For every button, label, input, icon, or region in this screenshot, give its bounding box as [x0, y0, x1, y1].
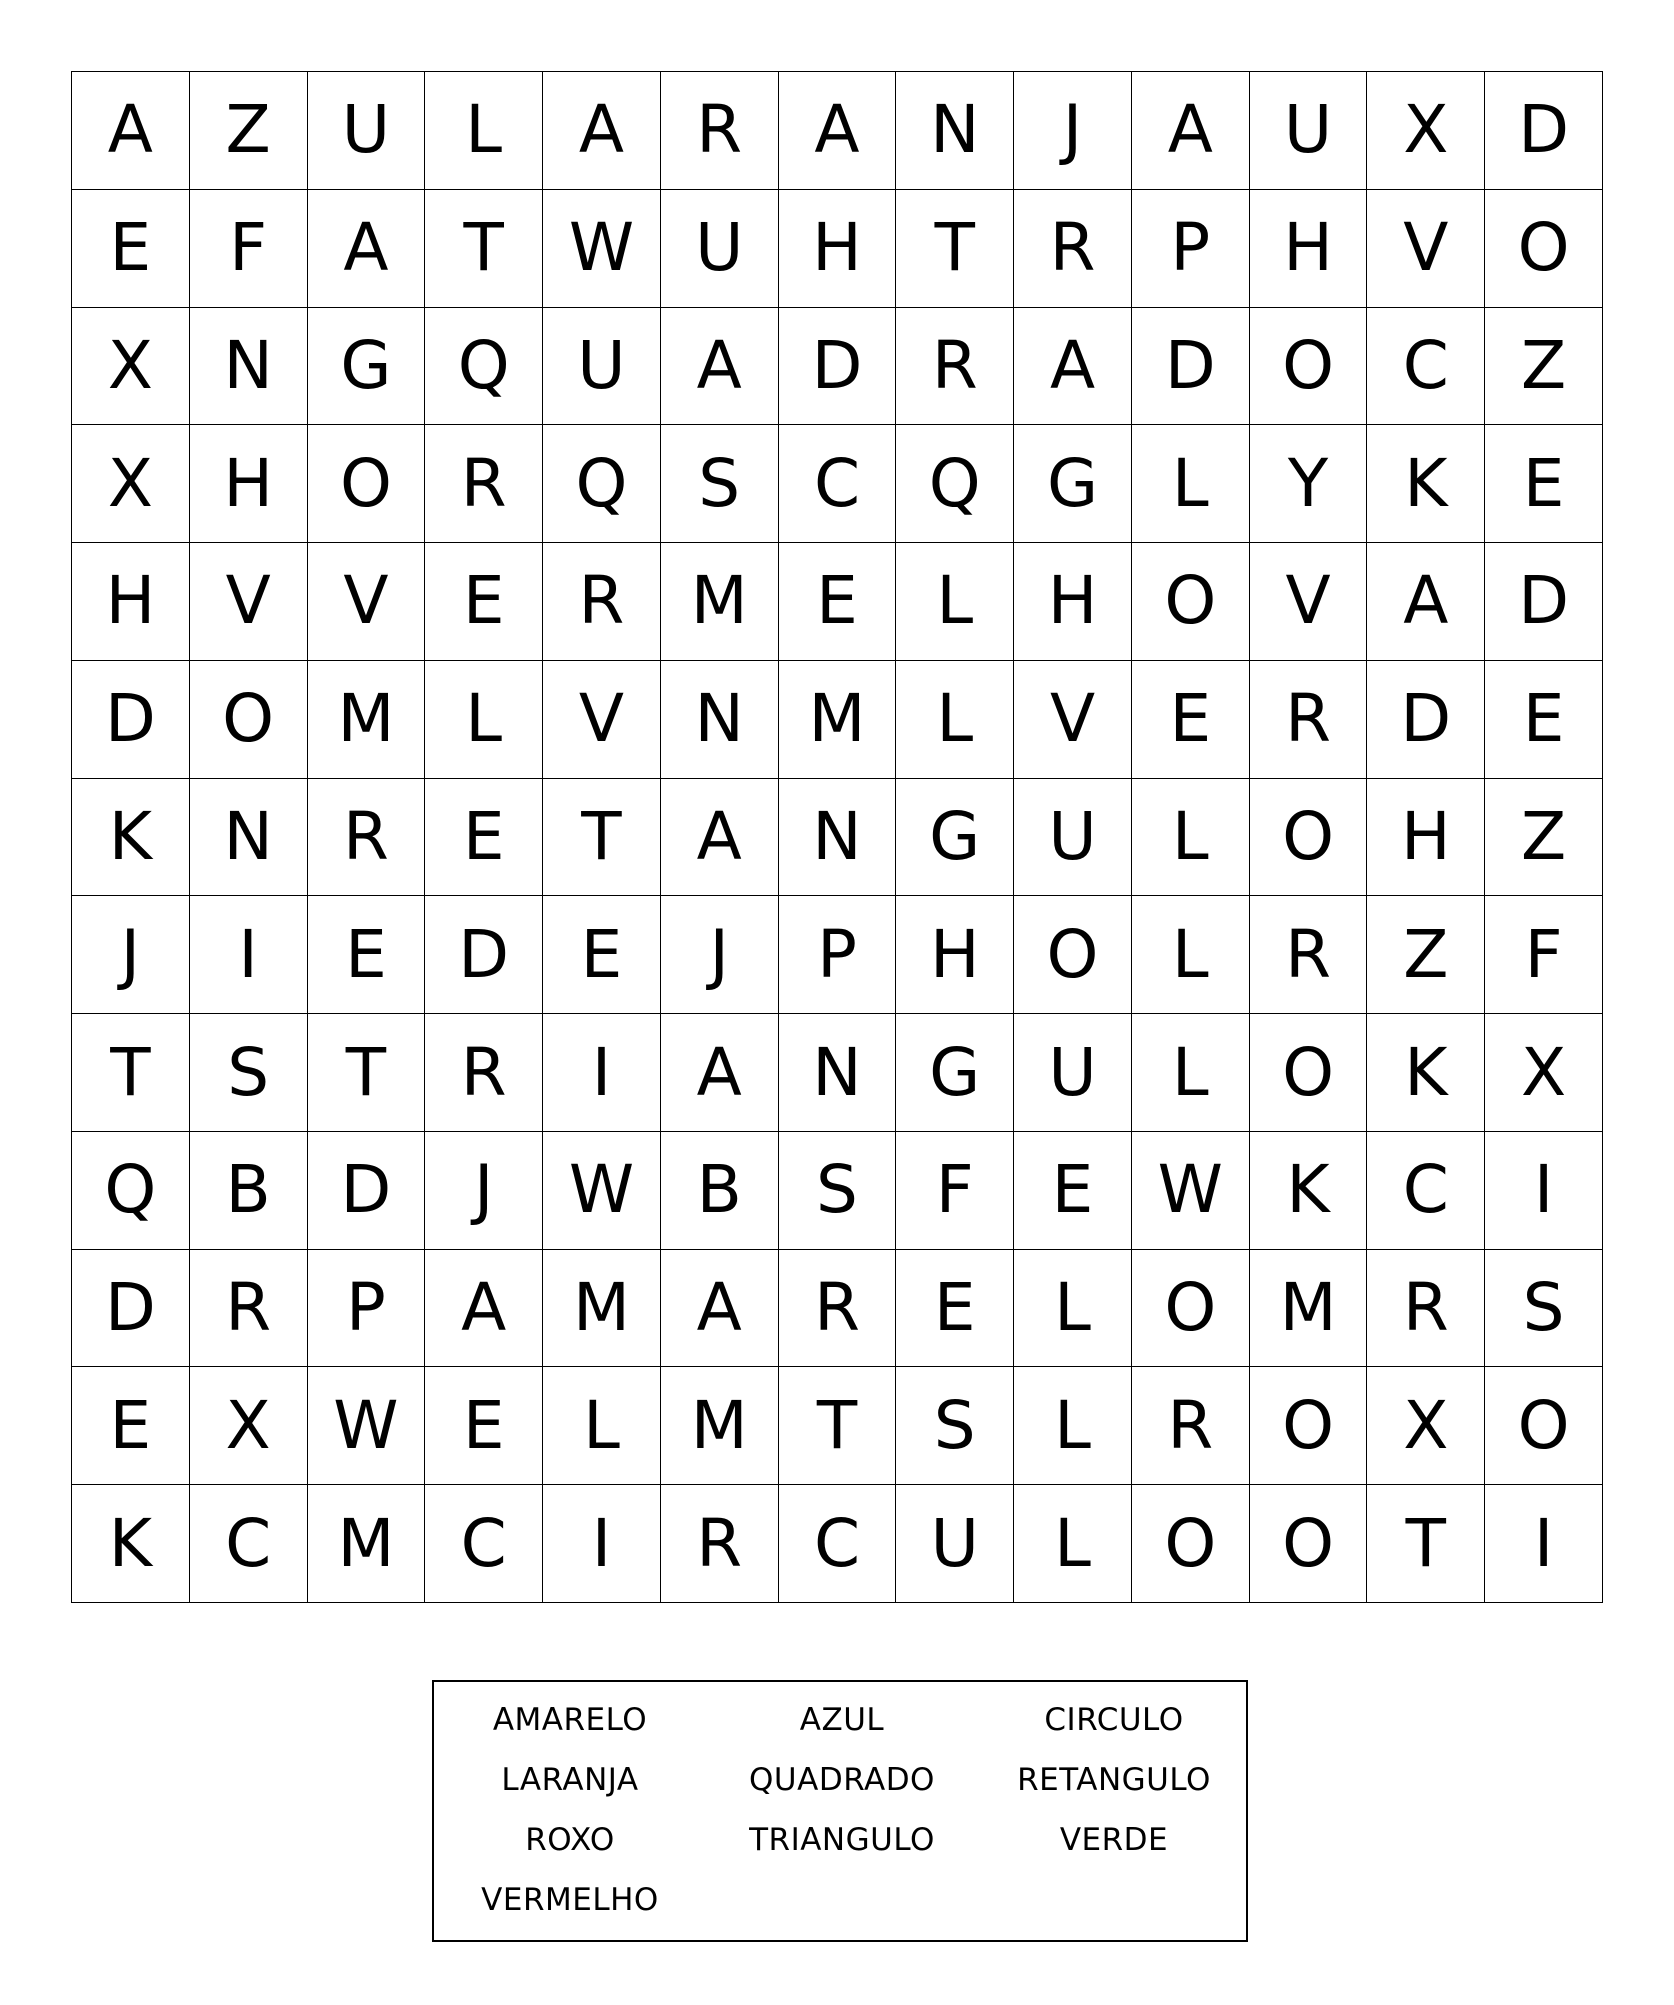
grid-cell[interactable]: V — [543, 661, 661, 779]
word-list-item: VERMELHO — [481, 1881, 659, 1918]
grid-cell[interactable]: X — [72, 308, 190, 426]
grid-cell[interactable]: E — [1132, 661, 1250, 779]
grid-cell[interactable]: J — [661, 896, 779, 1014]
grid-cell[interactable]: S — [661, 425, 779, 543]
grid-cell[interactable]: E — [425, 779, 543, 897]
grid-cell[interactable]: L — [1014, 1367, 1132, 1485]
grid-cell[interactable]: T — [425, 190, 543, 308]
grid-cell[interactable]: H — [190, 425, 308, 543]
grid-cell[interactable]: L — [543, 1367, 661, 1485]
grid-cell[interactable]: W — [543, 1132, 661, 1250]
grid-cell[interactable]: L — [1014, 1485, 1132, 1603]
grid-cell[interactable]: N — [661, 661, 779, 779]
grid-cell[interactable]: L — [425, 72, 543, 190]
grid-cell[interactable]: T — [543, 779, 661, 897]
grid-cell[interactable]: R — [661, 1485, 779, 1603]
grid-cell[interactable]: H — [1014, 543, 1132, 661]
grid-cell[interactable]: I — [543, 1485, 661, 1603]
grid-cell[interactable]: W — [543, 190, 661, 308]
grid-cell[interactable]: E — [779, 543, 897, 661]
grid-cell[interactable]: R — [1367, 1250, 1485, 1368]
grid-cell[interactable]: O — [1250, 779, 1368, 897]
grid-cell[interactable]: Q — [896, 425, 1014, 543]
grid-cell[interactable]: M — [661, 543, 779, 661]
grid-cell[interactable]: A — [1367, 543, 1485, 661]
grid-cell[interactable]: E — [425, 543, 543, 661]
grid-cell[interactable]: A — [779, 72, 897, 190]
word-list-item: TRIANGULO — [749, 1821, 935, 1858]
grid-cell[interactable]: Y — [1250, 425, 1368, 543]
grid-cell[interactable]: R — [308, 779, 426, 897]
grid-cell[interactable]: E — [543, 896, 661, 1014]
grid-cell[interactable]: A — [543, 72, 661, 190]
grid-cell[interactable]: P — [779, 896, 897, 1014]
grid-cell[interactable]: T — [1367, 1485, 1485, 1603]
grid-cell[interactable]: P — [1132, 190, 1250, 308]
grid-cell[interactable]: S — [190, 1014, 308, 1132]
grid-cell[interactable]: U — [661, 190, 779, 308]
word-list-item: LARANJA — [501, 1761, 639, 1798]
grid-cell[interactable]: K — [1367, 425, 1485, 543]
grid-cell[interactable]: I — [543, 1014, 661, 1132]
grid-cell[interactable]: R — [425, 1014, 543, 1132]
grid-cell[interactable]: L — [896, 543, 1014, 661]
grid-cell[interactable]: C — [425, 1485, 543, 1603]
word-list-item: RETANGULO — [1017, 1761, 1211, 1798]
grid-cell[interactable]: U — [1014, 779, 1132, 897]
grid-cell[interactable]: R — [661, 72, 779, 190]
grid-cell[interactable]: S — [779, 1132, 897, 1250]
grid-cell[interactable]: X — [190, 1367, 308, 1485]
grid-cell[interactable]: C — [190, 1485, 308, 1603]
grid-cell[interactable]: J — [425, 1132, 543, 1250]
grid-cell[interactable]: U — [1250, 72, 1368, 190]
grid-cell[interactable]: M — [1250, 1250, 1368, 1368]
grid-cell[interactable]: O — [1132, 1250, 1250, 1368]
grid-cell[interactable]: G — [308, 308, 426, 426]
grid-cell[interactable]: D — [1132, 308, 1250, 426]
grid-cell[interactable]: E — [425, 1367, 543, 1485]
grid-cell[interactable]: R — [425, 425, 543, 543]
grid-cell[interactable]: C — [1367, 1132, 1485, 1250]
grid-cell[interactable]: M — [543, 1250, 661, 1368]
grid-cell[interactable]: D — [1485, 72, 1603, 190]
grid-cell[interactable]: K — [1250, 1132, 1368, 1250]
grid-cell[interactable]: X — [1485, 1014, 1603, 1132]
grid-cell[interactable]: R — [1132, 1367, 1250, 1485]
grid-cell[interactable]: G — [896, 1014, 1014, 1132]
grid-cell[interactable]: C — [779, 425, 897, 543]
grid-cell[interactable]: T — [72, 1014, 190, 1132]
grid-cell[interactable]: Q — [543, 425, 661, 543]
grid-cell[interactable]: J — [72, 896, 190, 1014]
grid-cell[interactable]: O — [190, 661, 308, 779]
grid-cell[interactable]: O — [1485, 1367, 1603, 1485]
grid-cell[interactable]: N — [190, 779, 308, 897]
grid-cell[interactable]: H — [779, 190, 897, 308]
grid-cell[interactable]: G — [1014, 425, 1132, 543]
grid-cell[interactable]: A — [661, 1014, 779, 1132]
grid-cell[interactable]: O — [1485, 190, 1603, 308]
grid-cell[interactable]: D — [779, 308, 897, 426]
grid-cell[interactable]: D — [72, 661, 190, 779]
grid-cell[interactable]: E — [1485, 661, 1603, 779]
grid-cell[interactable]: S — [896, 1367, 1014, 1485]
grid-cell[interactable]: D — [72, 1250, 190, 1368]
grid-cell[interactable]: V — [1014, 661, 1132, 779]
grid-cell[interactable]: U — [1014, 1014, 1132, 1132]
grid-cell[interactable]: Z — [190, 72, 308, 190]
grid-cell[interactable]: F — [1485, 896, 1603, 1014]
grid-cell[interactable]: A — [425, 1250, 543, 1368]
word-list-item: ROXO — [525, 1821, 615, 1858]
word-list-item: CIRCULO — [1044, 1701, 1184, 1738]
grid-cell[interactable]: A — [661, 1250, 779, 1368]
grid-cell[interactable]: Z — [1367, 896, 1485, 1014]
grid-cell[interactable]: N — [779, 1014, 897, 1132]
grid-cell[interactable]: A — [308, 190, 426, 308]
grid-cell[interactable]: R — [896, 308, 1014, 426]
grid-cell[interactable]: L — [1014, 1250, 1132, 1368]
grid-cell[interactable]: M — [779, 661, 897, 779]
grid-cell[interactable]: H — [1250, 190, 1368, 308]
grid-cell[interactable]: M — [661, 1367, 779, 1485]
grid-cell[interactable]: V — [308, 543, 426, 661]
grid-cell[interactable]: T — [779, 1367, 897, 1485]
grid-cell[interactable]: W — [308, 1367, 426, 1485]
grid-cell[interactable]: L — [1132, 425, 1250, 543]
grid-cell[interactable]: D — [1485, 543, 1603, 661]
grid-cell[interactable]: E — [1014, 1132, 1132, 1250]
grid-cell[interactable]: A — [1014, 308, 1132, 426]
grid-cell[interactable]: S — [1485, 1250, 1603, 1368]
grid-cell[interactable]: R — [190, 1250, 308, 1368]
word-list-item: AZUL — [799, 1701, 885, 1738]
grid-cell[interactable]: R — [1014, 190, 1132, 308]
grid-cell[interactable]: C — [1367, 308, 1485, 426]
grid-cell[interactable]: V — [1367, 190, 1485, 308]
grid-cell[interactable]: F — [190, 190, 308, 308]
grid-cell[interactable]: E — [308, 896, 426, 1014]
grid-cell[interactable]: X — [72, 425, 190, 543]
grid-cell[interactable]: M — [308, 661, 426, 779]
grid-cell[interactable]: O — [308, 425, 426, 543]
word-list-item: QUADRADO — [749, 1761, 935, 1798]
grid-cell[interactable]: B — [661, 1132, 779, 1250]
grid-cell[interactable]: O — [1250, 1367, 1368, 1485]
grid-cell[interactable]: L — [425, 661, 543, 779]
grid-cell[interactable]: U — [543, 308, 661, 426]
word-list-item: VERDE — [1059, 1821, 1169, 1858]
grid-cell[interactable]: R — [779, 1250, 897, 1368]
grid-cell[interactable]: G — [896, 779, 1014, 897]
grid-cell[interactable]: O — [1014, 896, 1132, 1014]
grid-cell[interactable]: R — [1250, 661, 1368, 779]
grid-cell[interactable]: O — [1250, 1485, 1368, 1603]
grid-cell[interactable]: C — [779, 1485, 897, 1603]
grid-cell[interactable]: N — [779, 779, 897, 897]
grid-cell[interactable]: H — [72, 543, 190, 661]
grid-cell[interactable]: I — [190, 896, 308, 1014]
grid-cell[interactable]: D — [425, 896, 543, 1014]
grid-cell[interactable]: E — [72, 190, 190, 308]
grid-cell[interactable]: B — [190, 1132, 308, 1250]
grid-cell[interactable]: E — [1485, 425, 1603, 543]
grid-cell[interactable]: O — [1250, 308, 1368, 426]
grid-cell[interactable]: T — [896, 190, 1014, 308]
grid-cell[interactable]: R — [543, 543, 661, 661]
grid-cell[interactable]: W — [1132, 1132, 1250, 1250]
grid-cell[interactable]: N — [190, 308, 308, 426]
grid-cell[interactable]: I — [1485, 1485, 1603, 1603]
grid-cell[interactable]: K — [72, 779, 190, 897]
grid-cell[interactable]: I — [1485, 1132, 1603, 1250]
grid-cell[interactable]: O — [1132, 1485, 1250, 1603]
grid-cell[interactable]: R — [1250, 896, 1368, 1014]
grid-cell[interactable]: E — [72, 1367, 190, 1485]
grid-cell[interactable]: T — [308, 1014, 426, 1132]
grid-cell[interactable]: V — [1250, 543, 1368, 661]
grid-cell[interactable]: Q — [425, 308, 543, 426]
grid-cell[interactable]: D — [1367, 661, 1485, 779]
grid-cell[interactable]: N — [896, 72, 1014, 190]
grid-cell[interactable]: O — [1132, 543, 1250, 661]
grid-cell[interactable]: A — [1132, 72, 1250, 190]
grid-cell[interactable]: U — [896, 1485, 1014, 1603]
grid-cell[interactable]: Q — [72, 1132, 190, 1250]
grid-cell[interactable]: D — [308, 1132, 426, 1250]
grid-cell[interactable]: P — [308, 1250, 426, 1368]
grid-cell[interactable]: J — [1014, 72, 1132, 190]
grid-cell[interactable]: F — [896, 1132, 1014, 1250]
grid-cell[interactable]: M — [308, 1485, 426, 1603]
grid-cell[interactable]: E — [896, 1250, 1014, 1368]
word-list-item: AMARELO — [492, 1701, 648, 1738]
grid-cell[interactable]: A — [661, 308, 779, 426]
grid-cell[interactable]: Z — [1485, 308, 1603, 426]
word-list — [432, 1680, 1248, 1942]
grid-cell[interactable]: V — [190, 543, 308, 661]
grid-cell[interactable]: H — [1367, 779, 1485, 897]
grid-cell[interactable]: U — [308, 72, 426, 190]
grid-cell[interactable]: L — [896, 661, 1014, 779]
grid-cell[interactable]: Z — [1485, 779, 1603, 897]
grid-cell[interactable]: O — [1250, 1014, 1368, 1132]
grid-cell[interactable]: X — [1367, 1367, 1485, 1485]
grid-cell[interactable]: A — [661, 779, 779, 897]
grid-cell[interactable]: X — [1367, 72, 1485, 190]
grid-cell[interactable]: L — [1132, 896, 1250, 1014]
grid-cell[interactable]: L — [1132, 1014, 1250, 1132]
letter-grid — [71, 71, 1603, 1603]
grid-cell[interactable]: K — [1367, 1014, 1485, 1132]
grid-cell[interactable]: K — [72, 1485, 190, 1603]
grid-cell[interactable]: H — [896, 896, 1014, 1014]
grid-cell[interactable]: A — [72, 72, 190, 190]
grid-cell[interactable]: L — [1132, 779, 1250, 897]
